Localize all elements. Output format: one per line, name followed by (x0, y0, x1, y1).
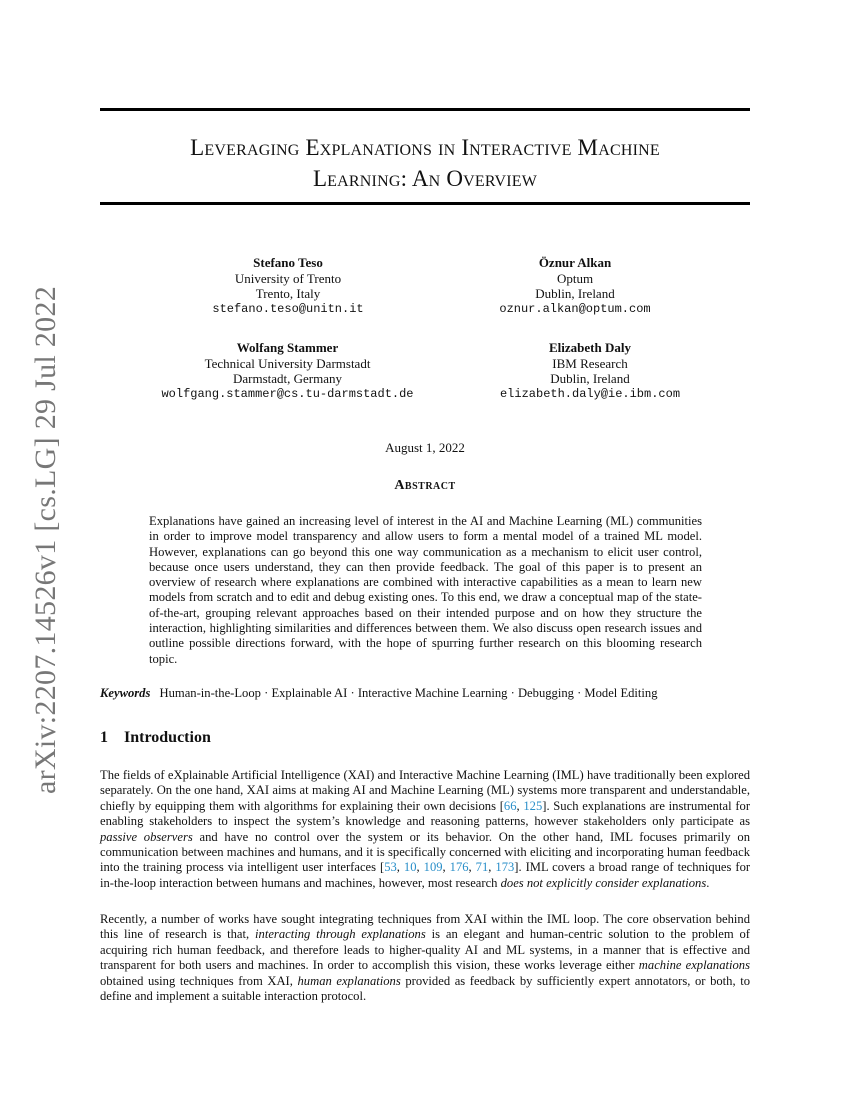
author-name: Stefano Teso (253, 255, 323, 270)
author-affiliation: IBM Research (552, 355, 628, 371)
arxiv-stamp: arXiv:2207.14526v1 [cs.LG] 29 Jul 2022 (29, 285, 62, 795)
author-location: Darmstadt, Germany (232, 371, 343, 386)
author-name: Elizabeth Daly (549, 340, 631, 355)
text-run: Recently, a number of works have sought integrating techniques from XAI within the IML loop. The core observation behind this line of research is that, (100, 912, 750, 942)
text-run: obtained using techniques from XAI, (100, 973, 298, 988)
citation-link[interactable]: 66 (503, 798, 517, 813)
author-name: Öznur Alkan (538, 255, 612, 270)
intro-paragraph-2 (100, 912, 750, 1004)
section-heading-introduction (100, 729, 211, 747)
text-run: provided as feedback by sufficiently expert annotators, or both, to define and implement a suitable interaction protocol. (100, 973, 751, 1004)
author-block-alkan (450, 255, 700, 317)
emphasis: machine explanations (638, 958, 750, 973)
abstract-heading: Abstract (394, 478, 456, 493)
author-location: Dublin, Ireland (535, 286, 615, 301)
citation-link[interactable]: 173 (495, 860, 515, 875)
title-bottom-rule (100, 202, 750, 205)
text-run: ]. IML covers a broad range of techniques for in-the-loop interaction between humans and machines, however, most research (100, 860, 751, 890)
author-email: oznur.alkan@optum.com (499, 301, 651, 316)
publication-date: August 1, 2022 (385, 440, 465, 455)
citation-link[interactable]: 10 (403, 860, 417, 875)
citation-link[interactable]: 53 (384, 860, 397, 875)
intro-paragraph-1 (100, 768, 750, 891)
section-title: Introduction (124, 729, 211, 746)
text-run: The fields of eXplainable Artificial Intelligence (XAI) and Interactive Machine Learning (IML) have traditionally been explored separately. On the one hand, XAI aims at making AI and Machine Learning (ML) systems more transparent and understandable, chiefly by equipping them with algorithms for explaining their own decisions [ (100, 768, 750, 813)
section-number: 1 (100, 729, 108, 746)
emphasis: human explanations (297, 973, 401, 988)
author-block-teso (178, 255, 398, 317)
title-line-1: Leveraging Explanations in Interactive Machine (190, 135, 660, 160)
citation-link[interactable]: 109 (423, 860, 443, 875)
paper-title (100, 132, 750, 194)
author-block-stammer (150, 340, 425, 402)
emphasis: passive observers (100, 829, 193, 844)
author-affiliation: University of Trento (234, 270, 342, 286)
citation-link[interactable]: 176 (449, 860, 469, 875)
title-line-2: Learning: An Overview (312, 166, 538, 191)
text-run: and have no control over the system or its behavior. On the other hand, IML focuses primarily on communication between machines and humans, and it is specifically concerned with eliciting and incorporating human feedback into the training process via intelligent user interfaces [ (100, 829, 750, 875)
text-run: , (442, 860, 450, 875)
text-run: , (468, 860, 476, 875)
emphasis: does not explicitly consider explanations (500, 875, 707, 890)
text-run: . (706, 875, 710, 890)
author-email: stefano.teso@unitn.it (212, 301, 364, 316)
text-run: , (396, 860, 404, 875)
keywords (100, 685, 750, 701)
text-run: , (488, 860, 496, 875)
author-email: elizabeth.daly@ie.ibm.com (499, 386, 681, 401)
text-run: , (416, 860, 424, 875)
author-location: Trento, Italy (255, 286, 321, 301)
abstract-text: Explanations have gained an increasing level of interest in the AI and Machine Learning (ML) communities in order to improve model transparency and allow users to form a mental model of a trained ML model. However, explanations can go beyond this one way communication as a mechanism to elicit user control, because once users understand, they can then provide feedback. The goal of this paper is to present an overview of research where explanations are combined with interactive capabilities as a mean to learn new models from scratch and to edit and debug existing ones. To this end, we draw a conceptual map of the state-of-the-art, grouping relevant approaches based on their intended purpose and on how they structure the interaction, highlighting similarities and differences between them. We also discuss open research issues and outline possible directions forward, with the hope of spurring further research on this blooming research topic. (149, 514, 702, 666)
emphasis: interacting through explanations (255, 927, 426, 942)
keywords-label: Keywords (100, 686, 151, 700)
title-top-rule (100, 108, 750, 111)
author-location: Dublin, Ireland (550, 371, 630, 386)
citation-link[interactable]: 125 (523, 798, 543, 813)
author-affiliation: Optum (556, 270, 594, 286)
author-block-daly (465, 340, 715, 402)
text-run: ]. Such explanations are instrumental for enabling stakeholders to inspect the system’s knowledge and reasoning patterns, however stakeholders only participate as (100, 798, 751, 829)
text-run: is an elegant and human-centric solution to the problem of acquiring rich human feedback, and therefore leads to higher-quality AI and ML systems, in a manner that is effective and transparent for both users and machines. In order to accomplish this vision, these works leverage either (100, 927, 750, 973)
citation-link[interactable]: 71 (475, 860, 489, 875)
author-affiliation: Technical University Darmstadt (204, 355, 371, 371)
keywords-list: Human-in-the-Loop · Explainable AI · Interactive Machine Learning · Debugging · Model Editing (159, 686, 658, 700)
author-email: wolfgang.stammer@cs.tu-darmstadt.de (161, 386, 414, 401)
author-name: Wolfang Stammer (236, 340, 339, 355)
text-run: , (516, 798, 524, 813)
